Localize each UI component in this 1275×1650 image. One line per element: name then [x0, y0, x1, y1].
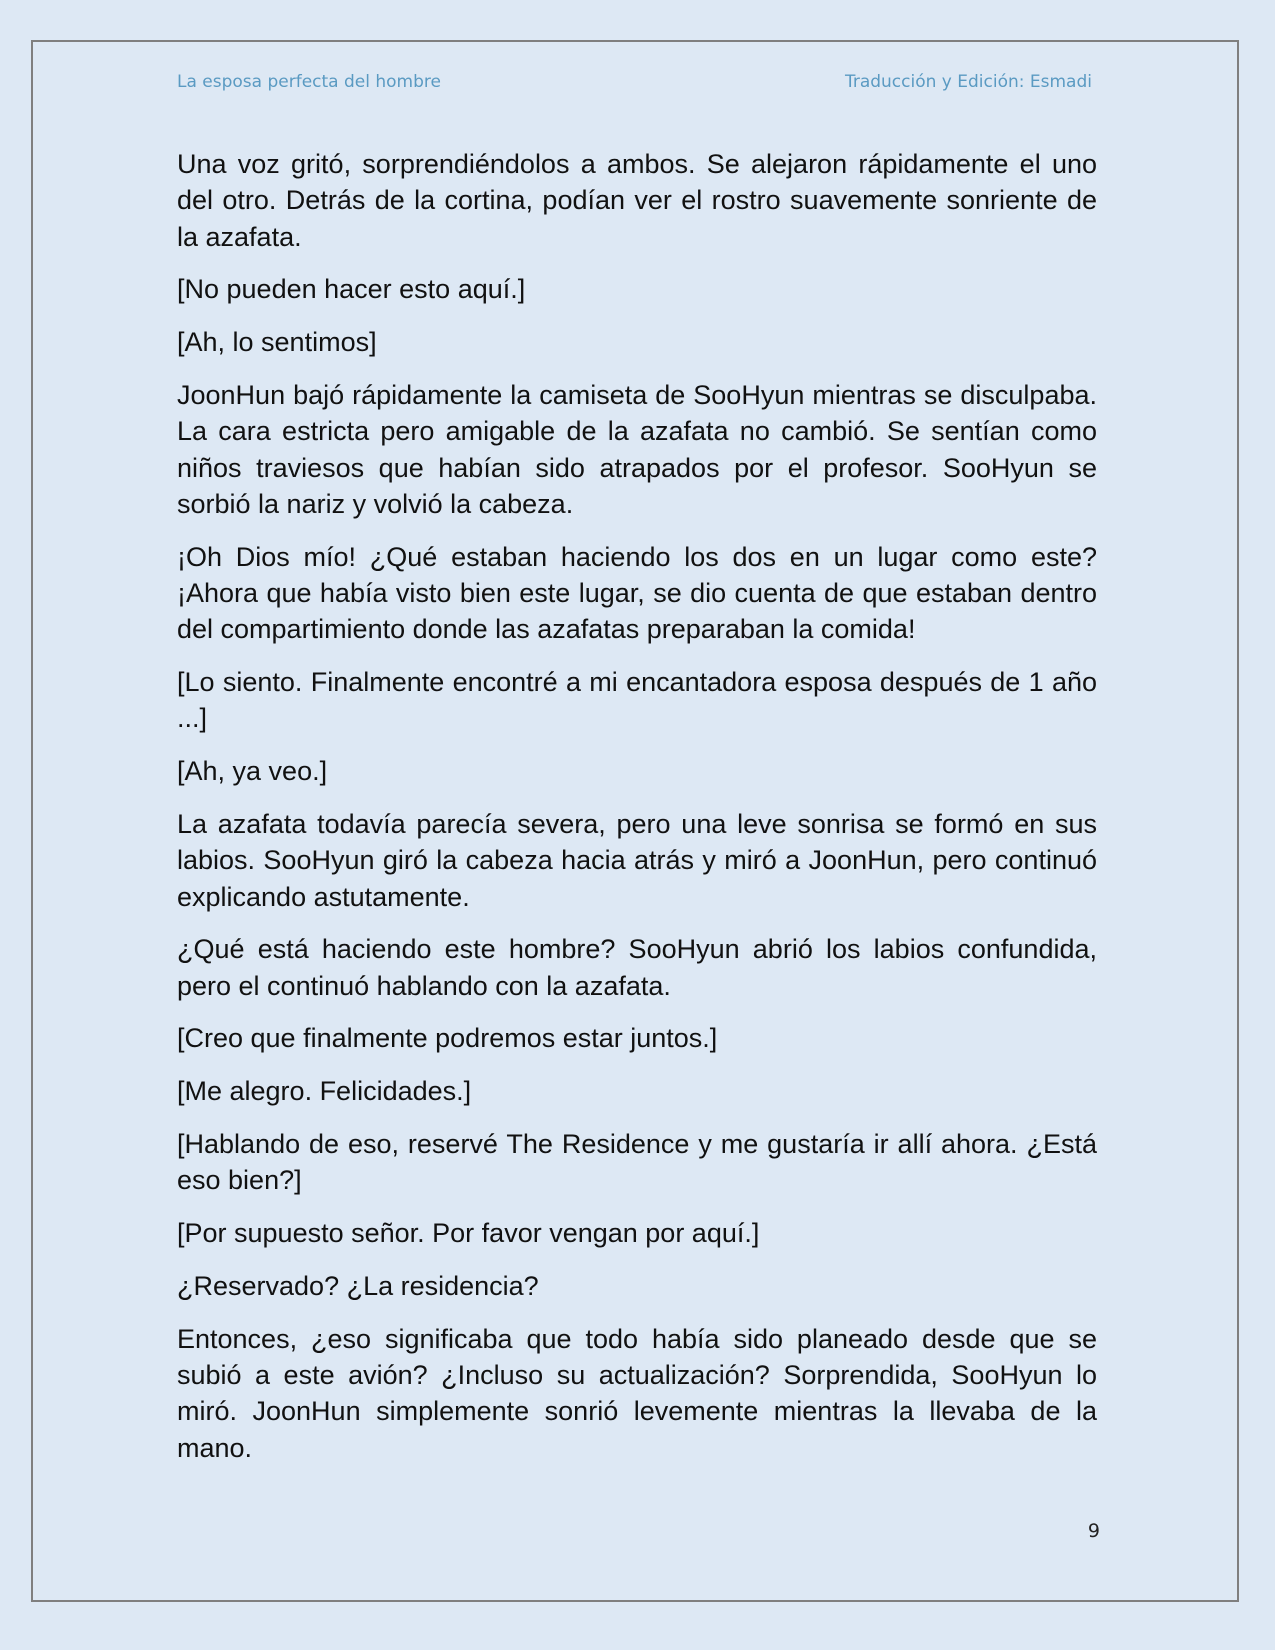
- paragraph: [Ah, lo sentimos]: [177, 327, 377, 358]
- paragraph: Entonces, ¿eso significaba que todo había sido planeado desde que se subió a este avión? ¿Incluso su actualización? Sorprendida, SooHyun lo miró. JoonHun simplemente sonrió levemente mientras la llevaba de la mano.: [177, 1323, 1097, 1463]
- paragraph: ¡Oh Dios mío! ¿Qué estaban haciendo los dos en un lugar como este? ¡Ahora que había visto bien este lugar, se dio cuenta de que estaban dentro del compartimiento donde las azafatas preparaban la comida!: [177, 541, 1097, 645]
- paragraph: [Hablando de eso, reservé The Residence y me gustaría ir allí ahora. ¿Está eso bien?]: [177, 1129, 1097, 1196]
- paragraph: [Por supuesto señor. Por favor vengan por aquí.]: [177, 1218, 760, 1249]
- header-book-title: La esposa perfecta del hombre: [177, 72, 441, 92]
- paragraph: [Ah, ya veo.]: [177, 756, 328, 787]
- page-number: 9: [1087, 1520, 1100, 1542]
- paragraph: [Lo siento. Finalmente encontré a mi encantadora esposa después de 1 año ...]: [177, 667, 1097, 734]
- paragraph: La azafata todavía parecía severa, pero una leve sonrisa se formó en sus labios. SooHyun giró la cabeza hacia atrás y miró a JoonHun, pero continuó explicando astutamente.: [177, 808, 1097, 912]
- paragraph: Una voz gritó, sorprendiéndolos a ambos. Se alejaron rápidamente el uno del otro. Detrás de la cortina, podían ver el rostro suavemente sonriente de la azafata.: [177, 149, 1097, 252]
- paragraph: [Me alegro. Felicidades.]: [177, 1076, 472, 1107]
- body-text: [177, 146, 1097, 1482]
- paragraph: ¿Reservado? ¿La residencia?: [177, 1270, 539, 1301]
- paragraph: [Creo que finalmente podremos estar juntos.]: [177, 1023, 718, 1054]
- paragraph: JoonHun bajó rápidamente la camiseta de SooHyun mientras se disculpaba. La cara estricta pero amigable de la azafata no cambió. Se sentían como niños traviesos que habían sido atrapados por el profesor. SooHyun se sorbió la nariz y volvió la cabeza.: [177, 379, 1097, 519]
- paragraph: [No pueden hacer esto aquí.]: [177, 274, 526, 305]
- header-translator-credit: Traducción y Edición: Esmadi: [844, 72, 1092, 92]
- page-header: [177, 72, 1092, 100]
- paragraph: ¿Qué está haciendo este hombre? SooHyun abrió los labios confundida, pero el continuó hablando con la azafata.: [177, 934, 1097, 1001]
